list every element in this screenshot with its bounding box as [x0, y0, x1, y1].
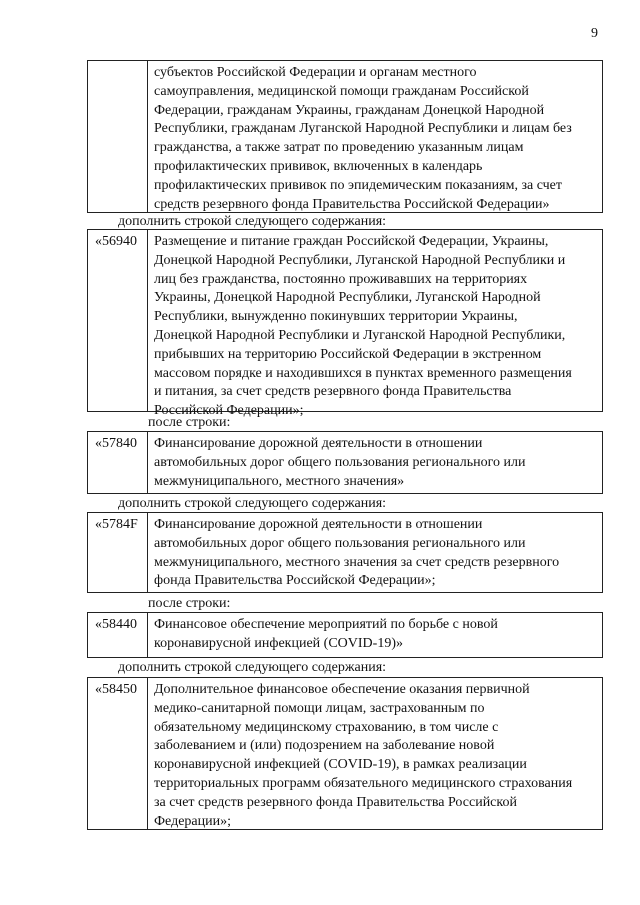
table-row-58440 [87, 612, 603, 658]
text-line: Дополнительное финансовое обеспечение оказания первичной [154, 682, 530, 697]
page-number: 9 [591, 26, 598, 41]
text-line: Федерации»; [154, 813, 232, 829]
instruction-after-row: после строки: [148, 415, 231, 430]
text-line: автомобильных дорог общего пользования регионального или [154, 535, 526, 551]
text-line: Финансирование дорожной деятельности в отношении [154, 436, 483, 451]
text-line: за счет средств резервного фонда Правительства Российской [154, 794, 517, 810]
text-line: Финансовое обеспечение мероприятий по борьбе с новой [154, 617, 498, 632]
text-line: Республики, вынужденно покинувших территории Украины, [154, 309, 518, 325]
text-line: гражданства, а также затрат по проведению указанным лицам [154, 140, 524, 156]
text-line: профилактических прививок, включенных в календарь [154, 158, 483, 174]
row-text [148, 613, 602, 657]
row-text [148, 61, 602, 212]
text-line: Российской Федерации»; [154, 403, 304, 419]
row-code [88, 61, 148, 212]
text-line: средств резервного фонда Правительства Российской Федерации» [154, 196, 550, 212]
text-line: автомобильных дорог общего пользования регионального или [154, 454, 526, 470]
text-line: прибывших на территорию Российской Федерации в экстренном [154, 346, 542, 362]
instruction-add-row: дополнить строкой следующего содержания: [118, 660, 387, 675]
text-line: межмуниципального, местного значения за счет средств резервного [154, 554, 560, 570]
row-text [148, 432, 602, 493]
instruction-after-row: после строки: [148, 596, 231, 611]
text-line: обязательному медицинскому страхованию, в том числе с [154, 719, 499, 735]
row-code: «58440 [88, 613, 148, 657]
text-line: фонда Правительства Российской Федерации»; [154, 573, 436, 589]
text-line: межмуниципального, местного значения» [154, 473, 405, 489]
text-line: Донецкой Народной Республики и Луганской Народной Республики, [154, 327, 566, 343]
text-line: Финансирование дорожной деятельности в отношении [154, 517, 483, 532]
text-line: Размещение и питание граждан Российской Федерации, Украины, [154, 234, 549, 249]
row-code: «57840 [88, 432, 148, 493]
text-line: Республики, гражданам Луганской Народной Республики и лицам без [154, 121, 572, 137]
text-line: коронавирусной инфекцией (COVID-19)» [154, 635, 403, 651]
text-line: лиц без гражданства, постоянно проживавших на территориях [154, 271, 528, 287]
text-line: заболеванием и (или) подозрением на заболевание новой [154, 738, 495, 754]
text-line: Федерации, гражданам Украины, гражданам Донецкой Народной [154, 102, 545, 118]
instruction-add-row: дополнить строкой следующего содержания: [118, 496, 387, 511]
text-line: Донецкой Народной Республики, Луганской Народной Республики и [154, 252, 566, 268]
text-line: Украины, Донецкой Народной Республики, Луганской Народной [154, 290, 541, 306]
text-line: самоуправления, медицинской помощи гражданам Российской [154, 83, 529, 99]
text-line: субъектов Российской Федерации и органам местного [154, 65, 477, 80]
table-row-57840 [87, 431, 603, 494]
table-row-56940 [87, 229, 603, 419]
text-line: коронавирусной инфекцией (COVID-19), в рамках реализации [154, 757, 527, 773]
instruction-add-row: дополнить строкой следующего содержания: [118, 214, 387, 229]
table-row-58450 [87, 677, 603, 830]
row-text [148, 230, 602, 419]
text-line: и питания, за счет средств резервного фонда Правительства [154, 384, 512, 400]
row-code: «58450 [88, 678, 148, 829]
row-text [148, 513, 602, 592]
row-code: «5784F [88, 513, 148, 592]
row-text [148, 678, 602, 829]
text-line: территориальных программ обязательного медицинского страхования [154, 775, 573, 791]
table-row-continuation [87, 60, 603, 213]
text-line: профилактических прививок по эпидемическим показаниям, за счет [154, 177, 563, 193]
table-row-5784F [87, 512, 603, 593]
row-code: «56940 [88, 230, 148, 411]
text-line: массовом порядке и находившихся в пунктах временного размещения [154, 365, 572, 381]
text-line: медико-санитарной помощи лицам, застрахованным по [154, 700, 485, 716]
